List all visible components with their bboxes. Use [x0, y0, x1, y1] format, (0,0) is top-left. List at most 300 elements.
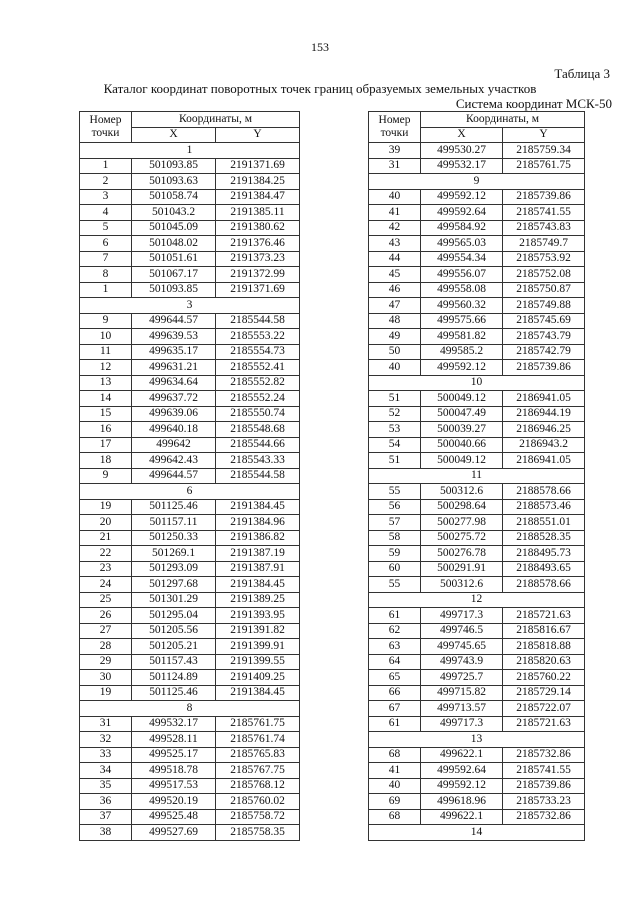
x-coordinate-cell: 500312.6 — [421, 484, 503, 500]
point-number-cell: 53 — [369, 422, 421, 438]
point-number-cell: 22 — [80, 546, 132, 562]
y-coordinate-cell: 2185816.67 — [503, 623, 585, 639]
x-coordinate-cell: 500276.78 — [421, 546, 503, 562]
section-number: 1 — [80, 143, 300, 159]
section-number: 6 — [80, 484, 300, 500]
point-number-cell: 55 — [369, 484, 421, 500]
table-row — [369, 484, 585, 500]
x-coordinate-cell: 499644.57 — [132, 313, 216, 329]
x-coordinate-cell: 500047.49 — [421, 406, 503, 422]
y-coordinate-cell: 2185750.87 — [503, 282, 585, 298]
table-row — [80, 329, 300, 345]
point-number-cell: 44 — [369, 251, 421, 267]
table-row — [369, 422, 585, 438]
section-number: 10 — [369, 375, 585, 391]
point-number-cell: 4 — [80, 205, 132, 221]
point-number-cell: 24 — [80, 577, 132, 593]
section-number: 8 — [80, 701, 300, 717]
x-coordinate-cell: 499584.92 — [421, 220, 503, 236]
y-coordinate-cell: 2185544.58 — [216, 468, 300, 484]
point-number-cell: 27 — [80, 623, 132, 639]
table-row — [369, 716, 585, 732]
point-number-cell: 12 — [80, 360, 132, 376]
point-number-cell: 34 — [80, 763, 132, 779]
x-coordinate-cell: 499554.34 — [421, 251, 503, 267]
x-coordinate-cell: 499592.64 — [421, 205, 503, 221]
x-coordinate-cell: 501295.04 — [132, 608, 216, 624]
x-coordinate-cell: 499592.12 — [421, 360, 503, 376]
point-number-cell: 14 — [80, 391, 132, 407]
x-coordinate-cell: 500275.72 — [421, 530, 503, 546]
table-row — [369, 158, 585, 174]
y-coordinate-cell: 2185552.82 — [216, 375, 300, 391]
point-number-cell: 23 — [80, 561, 132, 577]
x-coordinate-cell: 499528.11 — [132, 732, 216, 748]
x-coordinate-cell: 501043.2 — [132, 205, 216, 221]
x-coordinate-cell: 501093.85 — [132, 282, 216, 298]
header-point-number: Номер точки — [369, 112, 421, 143]
point-number-cell: 59 — [369, 546, 421, 562]
point-number-cell: 8 — [80, 267, 132, 283]
y-coordinate-cell: 2191399.91 — [216, 639, 300, 655]
table-row — [80, 313, 300, 329]
y-coordinate-cell: 2188493.65 — [503, 561, 585, 577]
y-coordinate-cell: 2185729.14 — [503, 685, 585, 701]
section-number: 13 — [369, 732, 585, 748]
point-number-cell: 46 — [369, 282, 421, 298]
x-coordinate-cell: 501205.56 — [132, 623, 216, 639]
table-row — [80, 794, 300, 810]
table-row — [369, 530, 585, 546]
point-number-cell: 43 — [369, 236, 421, 252]
point-number-cell: 66 — [369, 685, 421, 701]
table-row — [369, 344, 585, 360]
y-coordinate-cell: 2191372.99 — [216, 267, 300, 283]
x-coordinate-cell: 501051.61 — [132, 251, 216, 267]
y-coordinate-cell: 2185749.88 — [503, 298, 585, 314]
table-row — [80, 344, 300, 360]
table-row — [80, 189, 300, 205]
y-coordinate-cell: 2185550.74 — [216, 406, 300, 422]
y-coordinate-cell: 2188578.66 — [503, 484, 585, 500]
y-coordinate-cell: 2191389.25 — [216, 592, 300, 608]
table-row — [369, 654, 585, 670]
y-coordinate-cell: 2185759.34 — [503, 143, 585, 159]
table-row — [80, 375, 300, 391]
x-coordinate-cell: 500039.27 — [421, 422, 503, 438]
y-coordinate-cell: 2185741.55 — [503, 205, 585, 221]
point-number-cell: 15 — [80, 406, 132, 422]
point-number-cell: 54 — [369, 437, 421, 453]
y-coordinate-cell: 2185765.83 — [216, 747, 300, 763]
table-row — [369, 313, 585, 329]
point-number-cell: 9 — [80, 313, 132, 329]
x-coordinate-cell: 499640.18 — [132, 422, 216, 438]
y-coordinate-cell: 2191376.46 — [216, 236, 300, 252]
point-number-cell: 51 — [369, 453, 421, 469]
y-coordinate-cell: 2191384.25 — [216, 174, 300, 190]
table-row — [369, 189, 585, 205]
table-row — [80, 158, 300, 174]
point-number-cell: 42 — [369, 220, 421, 236]
x-coordinate-cell: 499635.17 — [132, 344, 216, 360]
table-row — [80, 809, 300, 825]
section-number: 14 — [369, 825, 585, 841]
table-row — [80, 670, 300, 686]
y-coordinate-cell: 2185758.35 — [216, 825, 300, 841]
point-number-cell: 32 — [80, 732, 132, 748]
section-number: 12 — [369, 592, 585, 608]
section-row — [369, 592, 585, 608]
table-row — [369, 670, 585, 686]
y-coordinate-cell: 2191384.96 — [216, 515, 300, 531]
x-coordinate-cell: 499525.48 — [132, 809, 216, 825]
table-row — [80, 654, 300, 670]
section-row — [80, 143, 300, 159]
y-coordinate-cell: 2185722.07 — [503, 701, 585, 717]
x-coordinate-cell: 501093.63 — [132, 174, 216, 190]
y-coordinate-cell: 2185552.24 — [216, 391, 300, 407]
table-row — [369, 406, 585, 422]
table-row — [369, 251, 585, 267]
y-coordinate-cell: 2185742.79 — [503, 344, 585, 360]
x-coordinate-cell: 501293.09 — [132, 561, 216, 577]
y-coordinate-cell: 2191384.45 — [216, 577, 300, 593]
section-row — [80, 701, 300, 717]
point-number-cell: 31 — [80, 716, 132, 732]
point-number-cell: 40 — [369, 189, 421, 205]
point-number-cell: 30 — [80, 670, 132, 686]
point-number-cell: 57 — [369, 515, 421, 531]
header-x: X — [132, 127, 216, 143]
y-coordinate-cell: 2188495.73 — [503, 546, 585, 562]
y-coordinate-cell: 2185767.75 — [216, 763, 300, 779]
y-coordinate-cell: 2185732.86 — [503, 747, 585, 763]
x-coordinate-cell: 501058.74 — [132, 189, 216, 205]
point-number-cell: 41 — [369, 763, 421, 779]
y-coordinate-cell: 2191384.45 — [216, 685, 300, 701]
section-row — [369, 468, 585, 484]
x-coordinate-cell: 499713.57 — [421, 701, 503, 717]
coordinate-table-right — [368, 111, 585, 841]
table-row — [80, 468, 300, 484]
y-coordinate-cell: 2185761.75 — [216, 716, 300, 732]
table-row — [80, 220, 300, 236]
point-number-cell: 40 — [369, 360, 421, 376]
table-row — [369, 515, 585, 531]
point-number-cell: 49 — [369, 329, 421, 345]
point-number-cell: 7 — [80, 251, 132, 267]
table-row — [80, 592, 300, 608]
point-number-cell: 1 — [80, 282, 132, 298]
table-row — [80, 623, 300, 639]
table-row — [369, 437, 585, 453]
table-row — [80, 453, 300, 469]
y-coordinate-cell: 2185554.73 — [216, 344, 300, 360]
x-coordinate-cell: 501124.89 — [132, 670, 216, 686]
y-coordinate-cell: 2186946.25 — [503, 422, 585, 438]
x-coordinate-cell: 501297.68 — [132, 577, 216, 593]
point-number-cell: 61 — [369, 716, 421, 732]
point-number-cell: 63 — [369, 639, 421, 655]
section-row — [369, 174, 585, 190]
table-row — [369, 809, 585, 825]
point-number-cell: 58 — [369, 530, 421, 546]
point-number-cell: 17 — [80, 437, 132, 453]
point-number-cell: 1 — [80, 158, 132, 174]
y-coordinate-cell: 2188578.66 — [503, 577, 585, 593]
coordinate-table-left — [79, 111, 300, 841]
point-number-cell: 48 — [369, 313, 421, 329]
x-coordinate-cell: 499585.2 — [421, 344, 503, 360]
x-coordinate-cell: 499745.65 — [421, 639, 503, 655]
table-row — [369, 763, 585, 779]
section-row — [80, 484, 300, 500]
y-coordinate-cell: 2185768.12 — [216, 778, 300, 794]
y-coordinate-cell: 2186944.19 — [503, 406, 585, 422]
point-number-cell: 37 — [80, 809, 132, 825]
x-coordinate-cell: 501125.46 — [132, 499, 216, 515]
point-number-cell: 39 — [369, 143, 421, 159]
y-coordinate-cell: 2185553.22 — [216, 329, 300, 345]
table-row — [369, 794, 585, 810]
y-coordinate-cell: 2186941.05 — [503, 453, 585, 469]
x-coordinate-cell: 499631.21 — [132, 360, 216, 376]
point-number-cell: 19 — [80, 499, 132, 515]
point-number-cell: 6 — [80, 236, 132, 252]
table-row — [80, 422, 300, 438]
x-coordinate-cell: 500298.64 — [421, 499, 503, 515]
x-coordinate-cell: 499527.69 — [132, 825, 216, 841]
y-coordinate-cell: 2188573.46 — [503, 499, 585, 515]
x-coordinate-cell: 501093.85 — [132, 158, 216, 174]
x-coordinate-cell: 499715.82 — [421, 685, 503, 701]
point-number-cell: 10 — [80, 329, 132, 345]
x-coordinate-cell: 499558.08 — [421, 282, 503, 298]
table-row — [80, 267, 300, 283]
y-coordinate-cell: 2185760.02 — [216, 794, 300, 810]
x-coordinate-cell: 499639.53 — [132, 329, 216, 345]
point-number-cell: 26 — [80, 608, 132, 624]
point-number-cell: 68 — [369, 747, 421, 763]
x-coordinate-cell: 501048.02 — [132, 236, 216, 252]
table-row — [369, 267, 585, 283]
x-coordinate-cell: 499592.12 — [421, 778, 503, 794]
point-number-cell: 50 — [369, 344, 421, 360]
x-coordinate-cell: 501067.17 — [132, 267, 216, 283]
x-coordinate-cell: 499717.3 — [421, 716, 503, 732]
y-coordinate-cell: 2188551.01 — [503, 515, 585, 531]
y-coordinate-cell: 2191399.55 — [216, 654, 300, 670]
table-row — [80, 515, 300, 531]
table-row — [369, 747, 585, 763]
x-coordinate-cell: 499532.17 — [421, 158, 503, 174]
table-row — [369, 143, 585, 159]
point-number-cell: 69 — [369, 794, 421, 810]
y-coordinate-cell: 2185741.55 — [503, 763, 585, 779]
table-row — [80, 360, 300, 376]
section-number: 9 — [369, 174, 585, 190]
header-x: X — [421, 127, 503, 143]
x-coordinate-cell: 500312.6 — [421, 577, 503, 593]
table-row — [80, 437, 300, 453]
x-coordinate-cell: 500040.66 — [421, 437, 503, 453]
y-coordinate-cell: 2191387.91 — [216, 561, 300, 577]
point-number-cell: 68 — [369, 809, 421, 825]
x-coordinate-cell: 499560.32 — [421, 298, 503, 314]
table-row — [80, 530, 300, 546]
y-coordinate-cell: 2191385.11 — [216, 205, 300, 221]
x-coordinate-cell: 499637.72 — [132, 391, 216, 407]
table-row — [369, 329, 585, 345]
y-coordinate-cell: 2186941.05 — [503, 391, 585, 407]
point-number-cell: 62 — [369, 623, 421, 639]
point-number-cell: 35 — [80, 778, 132, 794]
table-row — [369, 701, 585, 717]
y-coordinate-cell: 2191371.69 — [216, 158, 300, 174]
point-number-cell: 65 — [369, 670, 421, 686]
x-coordinate-cell: 499575.66 — [421, 313, 503, 329]
x-coordinate-cell: 501205.21 — [132, 639, 216, 655]
table-row — [80, 747, 300, 763]
x-coordinate-cell: 499518.78 — [132, 763, 216, 779]
section-row — [80, 298, 300, 314]
x-coordinate-cell: 499517.53 — [132, 778, 216, 794]
section-number: 11 — [369, 468, 585, 484]
point-number-cell: 45 — [369, 267, 421, 283]
y-coordinate-cell: 2185820.63 — [503, 654, 585, 670]
x-coordinate-cell: 499642 — [132, 437, 216, 453]
point-number-cell: 33 — [80, 747, 132, 763]
table-row — [369, 685, 585, 701]
table-row — [369, 298, 585, 314]
table-row — [80, 236, 300, 252]
y-coordinate-cell: 2191384.45 — [216, 499, 300, 515]
point-number-cell: 18 — [80, 453, 132, 469]
y-coordinate-cell: 2185721.63 — [503, 608, 585, 624]
table-row — [369, 391, 585, 407]
point-number-cell: 3 — [80, 189, 132, 205]
table-row — [369, 639, 585, 655]
y-coordinate-cell: 2185760.22 — [503, 670, 585, 686]
table-row — [369, 778, 585, 794]
table-row — [369, 499, 585, 515]
point-number-cell: 38 — [80, 825, 132, 841]
y-coordinate-cell: 2185743.83 — [503, 220, 585, 236]
y-coordinate-cell: 2185761.74 — [216, 732, 300, 748]
point-number-cell: 9 — [80, 468, 132, 484]
point-number-cell: 51 — [369, 391, 421, 407]
coordinate-system-label: Система координат МСК-50 — [455, 96, 612, 111]
table-row — [369, 282, 585, 298]
table-row — [80, 685, 300, 701]
y-coordinate-cell: 2185552.41 — [216, 360, 300, 376]
table-row — [369, 360, 585, 376]
x-coordinate-cell: 499530.27 — [421, 143, 503, 159]
point-number-cell: 40 — [369, 778, 421, 794]
x-coordinate-cell: 499717.3 — [421, 608, 503, 624]
y-coordinate-cell: 2185739.86 — [503, 189, 585, 205]
header-y: Y — [216, 127, 300, 143]
table-row — [369, 623, 585, 639]
table-row — [369, 608, 585, 624]
point-number-cell: 11 — [80, 344, 132, 360]
y-coordinate-cell: 2185739.86 — [503, 778, 585, 794]
section-row — [369, 732, 585, 748]
x-coordinate-cell: 499639.06 — [132, 406, 216, 422]
point-number-cell: 56 — [369, 499, 421, 515]
x-coordinate-cell: 499592.12 — [421, 189, 503, 205]
point-number-cell: 47 — [369, 298, 421, 314]
table-row — [369, 220, 585, 236]
point-number-cell: 60 — [369, 561, 421, 577]
table-row — [80, 499, 300, 515]
table-row — [80, 825, 300, 841]
x-coordinate-cell: 499725.7 — [421, 670, 503, 686]
header-y: Y — [503, 127, 585, 143]
table-row — [80, 406, 300, 422]
y-coordinate-cell: 2191380.62 — [216, 220, 300, 236]
table-row — [80, 716, 300, 732]
y-coordinate-cell: 2185753.92 — [503, 251, 585, 267]
table-row — [369, 205, 585, 221]
x-coordinate-cell: 500291.91 — [421, 561, 503, 577]
x-coordinate-cell: 499746.5 — [421, 623, 503, 639]
point-number-cell: 28 — [80, 639, 132, 655]
y-coordinate-cell: 2191409.25 — [216, 670, 300, 686]
table-row — [369, 236, 585, 252]
x-coordinate-cell: 499581.82 — [421, 329, 503, 345]
y-coordinate-cell: 2191391.82 — [216, 623, 300, 639]
table-row — [369, 546, 585, 562]
point-number-cell: 25 — [80, 592, 132, 608]
point-number-cell: 52 — [369, 406, 421, 422]
y-coordinate-cell: 2185544.66 — [216, 437, 300, 453]
table-row — [80, 561, 300, 577]
table-row — [369, 577, 585, 593]
x-coordinate-cell: 499618.96 — [421, 794, 503, 810]
x-coordinate-cell: 500049.12 — [421, 453, 503, 469]
point-number-cell: 55 — [369, 577, 421, 593]
point-number-cell: 61 — [369, 608, 421, 624]
y-coordinate-cell: 2185544.58 — [216, 313, 300, 329]
x-coordinate-cell: 499565.03 — [421, 236, 503, 252]
x-coordinate-cell: 499642.43 — [132, 453, 216, 469]
table-row — [80, 608, 300, 624]
document-title: Каталог координат поворотных точек границ образуемых земельных участков — [103, 81, 537, 96]
x-coordinate-cell: 499520.19 — [132, 794, 216, 810]
y-coordinate-cell: 2185732.86 — [503, 809, 585, 825]
y-coordinate-cell: 2191384.47 — [216, 189, 300, 205]
y-coordinate-cell: 2185721.63 — [503, 716, 585, 732]
y-coordinate-cell: 2185543.33 — [216, 453, 300, 469]
y-coordinate-cell: 2185761.75 — [503, 158, 585, 174]
table-row — [80, 732, 300, 748]
header-point-number: Номер точки — [80, 112, 132, 143]
y-coordinate-cell: 2185733.23 — [503, 794, 585, 810]
header-coordinates: Координаты, м — [132, 112, 300, 128]
x-coordinate-cell: 501269.1 — [132, 546, 216, 562]
x-coordinate-cell: 499622.1 — [421, 747, 503, 763]
table-row — [369, 561, 585, 577]
table-row — [80, 763, 300, 779]
y-coordinate-cell: 2191393.95 — [216, 608, 300, 624]
point-number-cell: 29 — [80, 654, 132, 670]
y-coordinate-cell: 2186943.2 — [503, 437, 585, 453]
x-coordinate-cell: 499592.64 — [421, 763, 503, 779]
table-row — [80, 174, 300, 190]
point-number-cell: 64 — [369, 654, 421, 670]
